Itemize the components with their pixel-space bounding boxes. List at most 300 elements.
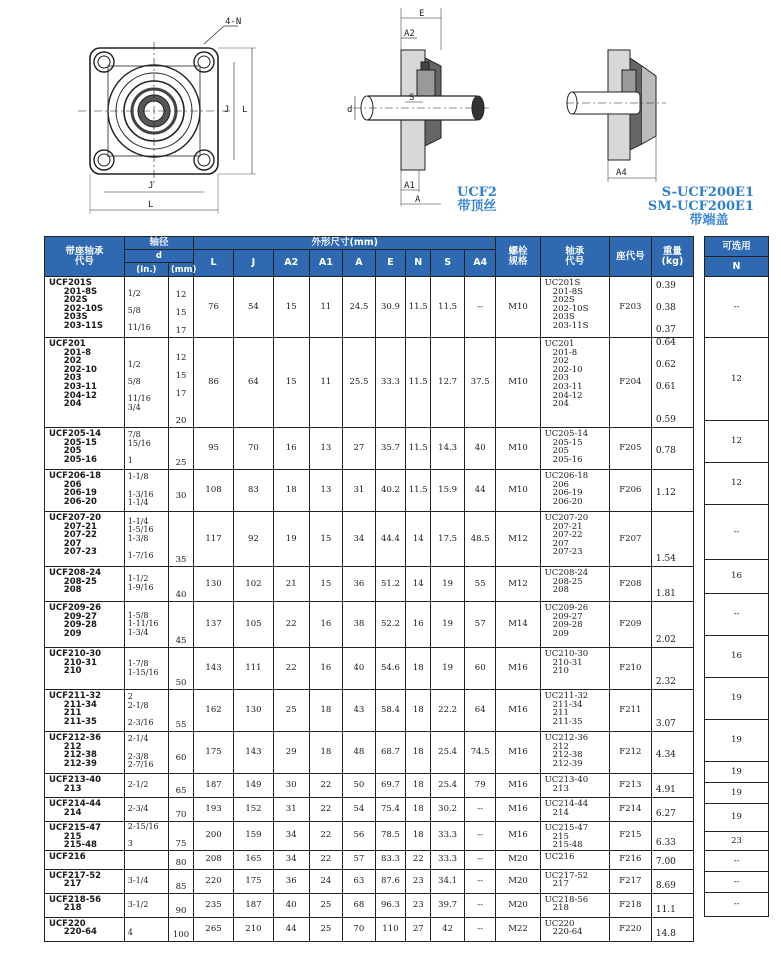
cell-unit-code: UCF201S 201-8S 202S 202-10S 203S 203-11S xyxy=(45,277,125,338)
cell-dim-L: 137 xyxy=(194,602,234,648)
label-a: A xyxy=(415,195,421,205)
cell-dim-N: 16 xyxy=(406,602,431,648)
cell-dim-A1: 24 xyxy=(309,869,343,893)
cell-optional-n: -- xyxy=(705,594,769,636)
cell-dim-E: 44.4 xyxy=(375,512,405,567)
cell-dim-A2: 25 xyxy=(273,690,309,732)
cell-dim-A1: 11 xyxy=(309,277,343,338)
cell-dim-S: 33.3 xyxy=(431,850,465,869)
cell-weight: 0.64 0.62 0.61 0.59 xyxy=(651,338,693,428)
cell-bearing-code: UC207-20 207-21 207-22 207 207-23 xyxy=(540,512,609,567)
cell-shaft-inch: 1-1/8 1-3/16 1-1/4 xyxy=(124,470,168,512)
cell-unit-code: UCF220 220-64 xyxy=(45,917,125,941)
optional-row xyxy=(705,594,769,636)
optional-row xyxy=(705,783,769,804)
cell-dim-A4: 74.5 xyxy=(464,732,496,774)
cell-dim-A1: 18 xyxy=(309,690,343,732)
cell-unit-code: UCF216 xyxy=(45,850,125,869)
cell-dim-L: 108 xyxy=(194,470,234,512)
h-A: A xyxy=(343,250,376,277)
table-row xyxy=(45,850,694,869)
cell-dim-J: 111 xyxy=(233,648,273,690)
cell-dim-J: 159 xyxy=(233,822,273,851)
optional-row xyxy=(705,421,769,463)
cell-shaft-inch: 2-3/4 xyxy=(124,798,168,822)
cell-dim-A: 40 xyxy=(343,648,376,690)
cell-bearing-code: UC208-24 208-25 208 xyxy=(540,567,609,602)
optional-table xyxy=(704,236,769,917)
front-view-drawing xyxy=(78,14,278,224)
h-bearing: 轴承 代号 xyxy=(540,237,609,277)
cell-dim-A4: 55 xyxy=(464,567,496,602)
cell-shaft-inch: 2-1/4 2-3/8 2-7/16 xyxy=(124,732,168,774)
cell-dim-L: 208 xyxy=(194,850,234,869)
cell-dim-E: 58.4 xyxy=(375,690,405,732)
optional-table-body xyxy=(705,277,769,917)
cell-dim-S: 15.9 xyxy=(431,470,465,512)
cell-dim-E: 110 xyxy=(375,917,405,941)
cell-dim-A4: 60 xyxy=(464,648,496,690)
cell-dim-J: 210 xyxy=(233,917,273,941)
cell-dim-A: 43 xyxy=(343,690,376,732)
optional-row xyxy=(705,277,769,338)
cell-dim-A4: 79 xyxy=(464,774,496,798)
cell-dim-A: 70 xyxy=(343,917,376,941)
h-bolt: 螺栓 规格 xyxy=(496,237,540,277)
cell-weight: 1.81 xyxy=(651,567,693,602)
cell-shaft-mm: 40 xyxy=(168,567,193,602)
cell-weight: 1.54 xyxy=(651,512,693,567)
cell-bearing-code: UC206-18 206 206-19 206-20 xyxy=(540,470,609,512)
cell-dim-J: 102 xyxy=(233,567,273,602)
table-row xyxy=(45,338,694,428)
cell-dim-A: 31 xyxy=(343,470,376,512)
cell-unit-code: UCF201 201-8 202 202-10 203 203-11 204-12 204 xyxy=(45,338,125,428)
cell-dim-N: 22 xyxy=(406,850,431,869)
caption-ucf2-code: UCF2 xyxy=(457,185,497,200)
cell-dim-A: 36 xyxy=(343,567,376,602)
cell-dim-A2: 22 xyxy=(273,602,309,648)
cell-shaft-inch: 3-1/4 xyxy=(124,869,168,893)
cell-dim-L: 200 xyxy=(194,822,234,851)
optional-row xyxy=(705,851,769,872)
table-row xyxy=(45,774,694,798)
cell-housing-code: F210 xyxy=(609,648,651,690)
cell-shaft-mm: 85 xyxy=(168,869,193,893)
cell-dim-E: 68.7 xyxy=(375,732,405,774)
cell-dim-E: 96.3 xyxy=(375,893,405,917)
optional-row xyxy=(705,463,769,505)
cell-bearing-code: UC205-14 205-15 205 205-16 xyxy=(540,428,609,470)
cell-dim-A2: 15 xyxy=(273,277,309,338)
cell-housing-code: F206 xyxy=(609,470,651,512)
cell-dim-J: 165 xyxy=(233,850,273,869)
h-inch: (In.) xyxy=(124,263,168,277)
cell-bearing-code: UC209-26 209-27 209-28 209 xyxy=(540,602,609,648)
cell-weight: 4.34 xyxy=(651,732,693,774)
h-unit-code: 带座轴承 代号 xyxy=(45,237,125,277)
cell-dim-A2: 18 xyxy=(273,470,309,512)
cell-dim-A4: -- xyxy=(464,893,496,917)
h-dims: 外形尺寸(mm) xyxy=(194,237,496,250)
cell-dim-N: 18 xyxy=(406,732,431,774)
cell-optional-n: 19 xyxy=(705,783,769,804)
cell-dim-E: 33.3 xyxy=(375,338,405,428)
cell-housing-code: F214 xyxy=(609,798,651,822)
h-weight: 重量 (kg) xyxy=(651,237,693,277)
cell-dim-J: 152 xyxy=(233,798,273,822)
cell-unit-code: UCF212-36 212 212-38 212-39 xyxy=(45,732,125,774)
cell-dim-A2: 22 xyxy=(273,648,309,690)
cell-dim-J: 70 xyxy=(233,428,273,470)
cell-shaft-mm: 12 15 17 20 xyxy=(168,338,193,428)
h-N: N xyxy=(406,250,431,277)
cell-optional-n: 12 xyxy=(705,421,769,463)
cell-optional-n: -- xyxy=(705,893,769,917)
label-s: S xyxy=(409,93,415,103)
label-l-horiz: L xyxy=(148,200,154,210)
cell-unit-code: UCF207-20 207-21 207-22 207 207-23 xyxy=(45,512,125,567)
label-a4: A4 xyxy=(616,168,627,178)
cell-dim-A: 57 xyxy=(343,850,376,869)
cell-shaft-mm: 25 xyxy=(168,428,193,470)
cell-weight: 2.32 xyxy=(651,648,693,690)
end-cap-section-drawing xyxy=(566,36,676,186)
cell-dim-A4: 37.5 xyxy=(464,338,496,428)
table-row xyxy=(45,690,694,732)
cell-housing-code: F212 xyxy=(609,732,651,774)
cell-weight: 0.78 xyxy=(651,428,693,470)
cell-dim-A1: 16 xyxy=(309,648,343,690)
h-J: J xyxy=(233,250,273,277)
cell-dim-L: 95 xyxy=(194,428,234,470)
spec-table-body xyxy=(45,277,694,942)
cell-housing-code: F215 xyxy=(609,822,651,851)
cell-weight: 6.33 xyxy=(651,822,693,851)
cell-optional-n: 19 xyxy=(705,762,769,783)
cell-unit-code: UCF206-18 206 206-19 206-20 xyxy=(45,470,125,512)
cell-dim-L: 162 xyxy=(194,690,234,732)
cell-dim-A1: 22 xyxy=(309,822,343,851)
cell-shaft-inch xyxy=(124,850,168,869)
cell-dim-A4: -- xyxy=(464,869,496,893)
label-a2: A2 xyxy=(404,29,415,39)
cell-dim-A: 34 xyxy=(343,512,376,567)
cell-dim-E: 35.7 xyxy=(375,428,405,470)
cell-bearing-code: UC214-44 214 xyxy=(540,798,609,822)
cell-dim-S: 25.4 xyxy=(431,732,465,774)
cell-weight: 11.1 xyxy=(651,893,693,917)
cell-dim-A: 56 xyxy=(343,822,376,851)
label-l-vert: L xyxy=(242,105,248,115)
cell-unit-code: UCF208-24 208-25 208 xyxy=(45,567,125,602)
cell-weight: 7.00 xyxy=(651,850,693,869)
cell-dim-E: 78.5 xyxy=(375,822,405,851)
optional-row xyxy=(705,832,769,851)
cell-dim-N: 18 xyxy=(406,648,431,690)
h-A1: A1 xyxy=(309,250,343,277)
cell-housing-code: F208 xyxy=(609,567,651,602)
optional-row xyxy=(705,762,769,783)
cell-dim-A: 48 xyxy=(343,732,376,774)
cell-dim-A2: 29 xyxy=(273,732,309,774)
cell-dim-J: 143 xyxy=(233,732,273,774)
cell-dim-E: 69.7 xyxy=(375,774,405,798)
cell-dim-N: 18 xyxy=(406,774,431,798)
cell-dim-A4: 57 xyxy=(464,602,496,648)
caption-sucf-code: S-UCF200E1 xyxy=(661,185,754,200)
cell-bearing-code: UC201S 201-8S 202S 202-10S 203S 203-11S xyxy=(540,277,609,338)
cell-shaft-inch: 1/2 5/8 11/16 3/4 xyxy=(124,338,168,428)
cell-bolt-spec: M14 xyxy=(496,602,540,648)
cell-bolt-spec: M16 xyxy=(496,774,540,798)
table-row xyxy=(45,470,694,512)
cell-dim-A: 68 xyxy=(343,893,376,917)
table-row xyxy=(45,917,694,941)
cell-dim-S: 11.5 xyxy=(431,277,465,338)
optional-row xyxy=(705,560,769,594)
cell-bolt-spec: M16 xyxy=(496,690,540,732)
caption-ucf2-note: 带顶丝 xyxy=(457,199,497,214)
cell-shaft-mm: 75 xyxy=(168,822,193,851)
cell-unit-code: UCF218-56 218 xyxy=(45,893,125,917)
h-A4: A4 xyxy=(464,250,496,277)
cell-dim-J: 105 xyxy=(233,602,273,648)
cell-dim-S: 39.7 xyxy=(431,893,465,917)
cell-dim-N: 11.5 xyxy=(406,338,431,428)
cell-bearing-code: UC218-56 218 xyxy=(540,893,609,917)
optional-row xyxy=(705,804,769,832)
cell-shaft-mm: 35 xyxy=(168,512,193,567)
cell-dim-S: 25.4 xyxy=(431,774,465,798)
cell-bolt-spec: M20 xyxy=(496,893,540,917)
cell-dim-S: 34.1 xyxy=(431,869,465,893)
cell-shaft-mm: 80 xyxy=(168,850,193,869)
table-row xyxy=(45,798,694,822)
cell-shaft-mm: 12 15 17 xyxy=(168,277,193,338)
cell-dim-A: 38 xyxy=(343,602,376,648)
cell-bearing-code: UC220 220-64 xyxy=(540,917,609,941)
cell-dim-A1: 25 xyxy=(309,917,343,941)
cell-optional-n: 12 xyxy=(705,463,769,505)
cell-shaft-inch: 1-7/8 1-15/16 xyxy=(124,648,168,690)
cell-dim-A4: -- xyxy=(464,850,496,869)
cell-dim-A: 27 xyxy=(343,428,376,470)
cell-dim-L: 193 xyxy=(194,798,234,822)
cell-bearing-code: UC211-32 211-34 211 211-35 xyxy=(540,690,609,732)
cell-bolt-spec: M16 xyxy=(496,732,540,774)
cell-optional-n: 19 xyxy=(705,804,769,832)
cell-shaft-mm: 45 xyxy=(168,602,193,648)
cell-dim-A4: 44 xyxy=(464,470,496,512)
cell-dim-E: 87.6 xyxy=(375,869,405,893)
cell-dim-L: 86 xyxy=(194,338,234,428)
h-mm: (mm) xyxy=(168,263,193,277)
cell-weight: 6.27 xyxy=(651,798,693,822)
cell-shaft-mm: 60 xyxy=(168,732,193,774)
label-j-horiz: J xyxy=(148,181,154,191)
h-S: S xyxy=(431,250,465,277)
cell-dim-A2: 30 xyxy=(273,774,309,798)
cell-bearing-code: UC217-52 217 xyxy=(540,869,609,893)
cell-shaft-mm: 30 xyxy=(168,470,193,512)
cell-dim-L: 220 xyxy=(194,869,234,893)
cell-dim-A4: -- xyxy=(464,917,496,941)
cell-shaft-mm: 90 xyxy=(168,893,193,917)
spec-table-wrapper xyxy=(44,236,694,954)
cell-dim-E: 52.2 xyxy=(375,602,405,648)
cell-shaft-mm: 100 xyxy=(168,917,193,941)
cell-bolt-spec: M12 xyxy=(496,567,540,602)
cell-bearing-code: UC210-30 210-31 210 xyxy=(540,648,609,690)
cell-optional-n: -- xyxy=(705,851,769,872)
cell-dim-E: 75.4 xyxy=(375,798,405,822)
cell-optional-n: 12 xyxy=(705,338,769,421)
cell-dim-A: 24.5 xyxy=(343,277,376,338)
h-optional-n: N xyxy=(705,257,769,277)
cell-dim-N: 11.5 xyxy=(406,428,431,470)
cell-shaft-mm: 65 xyxy=(168,774,193,798)
cell-shaft-inch: 3-1/2 xyxy=(124,893,168,917)
cell-dim-A2: 21 xyxy=(273,567,309,602)
cell-dim-J: 175 xyxy=(233,869,273,893)
cell-dim-S: 19 xyxy=(431,602,465,648)
cell-optional-n: 19 xyxy=(705,720,769,762)
optional-row xyxy=(705,505,769,560)
cell-bolt-spec: M10 xyxy=(496,277,540,338)
cell-dim-A1: 22 xyxy=(309,850,343,869)
cell-dim-S: 12.7 xyxy=(431,338,465,428)
cell-dim-A1: 15 xyxy=(309,567,343,602)
table-row xyxy=(45,732,694,774)
cell-weight: 2.02 xyxy=(651,602,693,648)
caption-smucf-code: SM-UCF200E1 xyxy=(647,199,754,214)
optional-row xyxy=(705,636,769,678)
cell-weight: 0.39 0.38 0.37 xyxy=(651,277,693,338)
cell-bolt-spec: M10 xyxy=(496,428,540,470)
label-j-vert: J xyxy=(224,105,230,115)
h-shaft: 轴径 xyxy=(124,237,193,250)
cell-weight: 1.12 xyxy=(651,470,693,512)
cell-dim-A4: 40 xyxy=(464,428,496,470)
cell-optional-n: 23 xyxy=(705,832,769,851)
h-A2: A2 xyxy=(273,250,309,277)
h-housing: 座代号 xyxy=(609,237,651,277)
cell-optional-n: -- xyxy=(705,277,769,338)
cell-bolt-spec: M16 xyxy=(496,648,540,690)
opt-header-row-2 xyxy=(705,257,769,277)
cell-dim-S: 42 xyxy=(431,917,465,941)
cell-dim-J: 92 xyxy=(233,512,273,567)
cell-dim-A2: 15 xyxy=(273,338,309,428)
cell-shaft-inch: 2 2-1/8 2-3/16 xyxy=(124,690,168,732)
cell-dim-L: 175 xyxy=(194,732,234,774)
cell-housing-code: F217 xyxy=(609,869,651,893)
cell-dim-S: 30.2 xyxy=(431,798,465,822)
cell-dim-A: 25.5 xyxy=(343,338,376,428)
cell-housing-code: F205 xyxy=(609,428,651,470)
cell-dim-L: 187 xyxy=(194,774,234,798)
cell-dim-N: 11.5 xyxy=(406,470,431,512)
label-4n: 4-N xyxy=(225,17,242,27)
cell-dim-J: 64 xyxy=(233,338,273,428)
cell-unit-code: UCF213-40 213 xyxy=(45,774,125,798)
cell-shaft-mm: 70 xyxy=(168,798,193,822)
cell-shaft-mm: 55 xyxy=(168,690,193,732)
cell-dim-S: 17.5 xyxy=(431,512,465,567)
cell-bolt-spec: M16 xyxy=(496,822,540,851)
cell-dim-A2: 16 xyxy=(273,428,309,470)
optional-row xyxy=(705,338,769,421)
cell-bolt-spec: M16 xyxy=(496,798,540,822)
cell-dim-J: 187 xyxy=(233,893,273,917)
table-row xyxy=(45,602,694,648)
cell-bolt-spec: M12 xyxy=(496,512,540,567)
cell-weight: 3.07 xyxy=(651,690,693,732)
cell-dim-N: 14 xyxy=(406,567,431,602)
cell-unit-code: UCF214-44 214 xyxy=(45,798,125,822)
cell-dim-A: 54 xyxy=(343,798,376,822)
cell-weight: 8.69 xyxy=(651,869,693,893)
optional-row xyxy=(705,678,769,720)
h-d: d xyxy=(124,250,193,263)
cell-dim-N: 18 xyxy=(406,690,431,732)
opt-header-row xyxy=(705,237,769,257)
cell-dim-A2: 31 xyxy=(273,798,309,822)
cell-dim-S: 33.3 xyxy=(431,822,465,851)
cell-housing-code: F213 xyxy=(609,774,651,798)
cell-dim-A2: 44 xyxy=(273,917,309,941)
cell-dim-A1: 16 xyxy=(309,602,343,648)
cell-bearing-code: UC213-40 213 xyxy=(540,774,609,798)
cell-dim-E: 54.6 xyxy=(375,648,405,690)
cell-unit-code: UCF205-14 205-15 205 205-16 xyxy=(45,428,125,470)
cell-dim-L: 117 xyxy=(194,512,234,567)
cell-shaft-inch: 7/8 15/16 1 xyxy=(124,428,168,470)
cell-unit-code: UCF215-47 215 215-48 xyxy=(45,822,125,851)
cell-dim-A1: 11 xyxy=(309,338,343,428)
cell-optional-n: 19 xyxy=(705,678,769,720)
optional-row xyxy=(705,720,769,762)
cell-unit-code: UCF217-52 217 xyxy=(45,869,125,893)
cell-dim-A2: 34 xyxy=(273,822,309,851)
cell-bolt-spec: M20 xyxy=(496,869,540,893)
cell-dim-S: 22.2 xyxy=(431,690,465,732)
h-E: E xyxy=(375,250,405,277)
cell-bearing-code: UC215-47 215 215-48 xyxy=(540,822,609,851)
cell-dim-N: 11.5 xyxy=(406,277,431,338)
cell-dim-A1: 22 xyxy=(309,798,343,822)
cell-dim-L: 235 xyxy=(194,893,234,917)
cell-dim-N: 18 xyxy=(406,822,431,851)
cell-dim-N: 14 xyxy=(406,512,431,567)
cell-housing-code: F216 xyxy=(609,850,651,869)
h-optional: 可选用 xyxy=(705,237,769,257)
cell-shaft-inch: 4 xyxy=(124,917,168,941)
spec-table xyxy=(44,236,694,942)
cell-dim-A2: 40 xyxy=(273,893,309,917)
table-row xyxy=(45,893,694,917)
optional-table-wrapper xyxy=(704,236,769,954)
label-a1: A1 xyxy=(404,181,415,191)
cell-housing-code: F207 xyxy=(609,512,651,567)
cell-dim-A1: 13 xyxy=(309,470,343,512)
table-row xyxy=(45,567,694,602)
table-row xyxy=(45,869,694,893)
caption-ucf2 xyxy=(452,186,502,214)
cell-dim-E: 40.2 xyxy=(375,470,405,512)
cell-dim-N: 23 xyxy=(406,869,431,893)
